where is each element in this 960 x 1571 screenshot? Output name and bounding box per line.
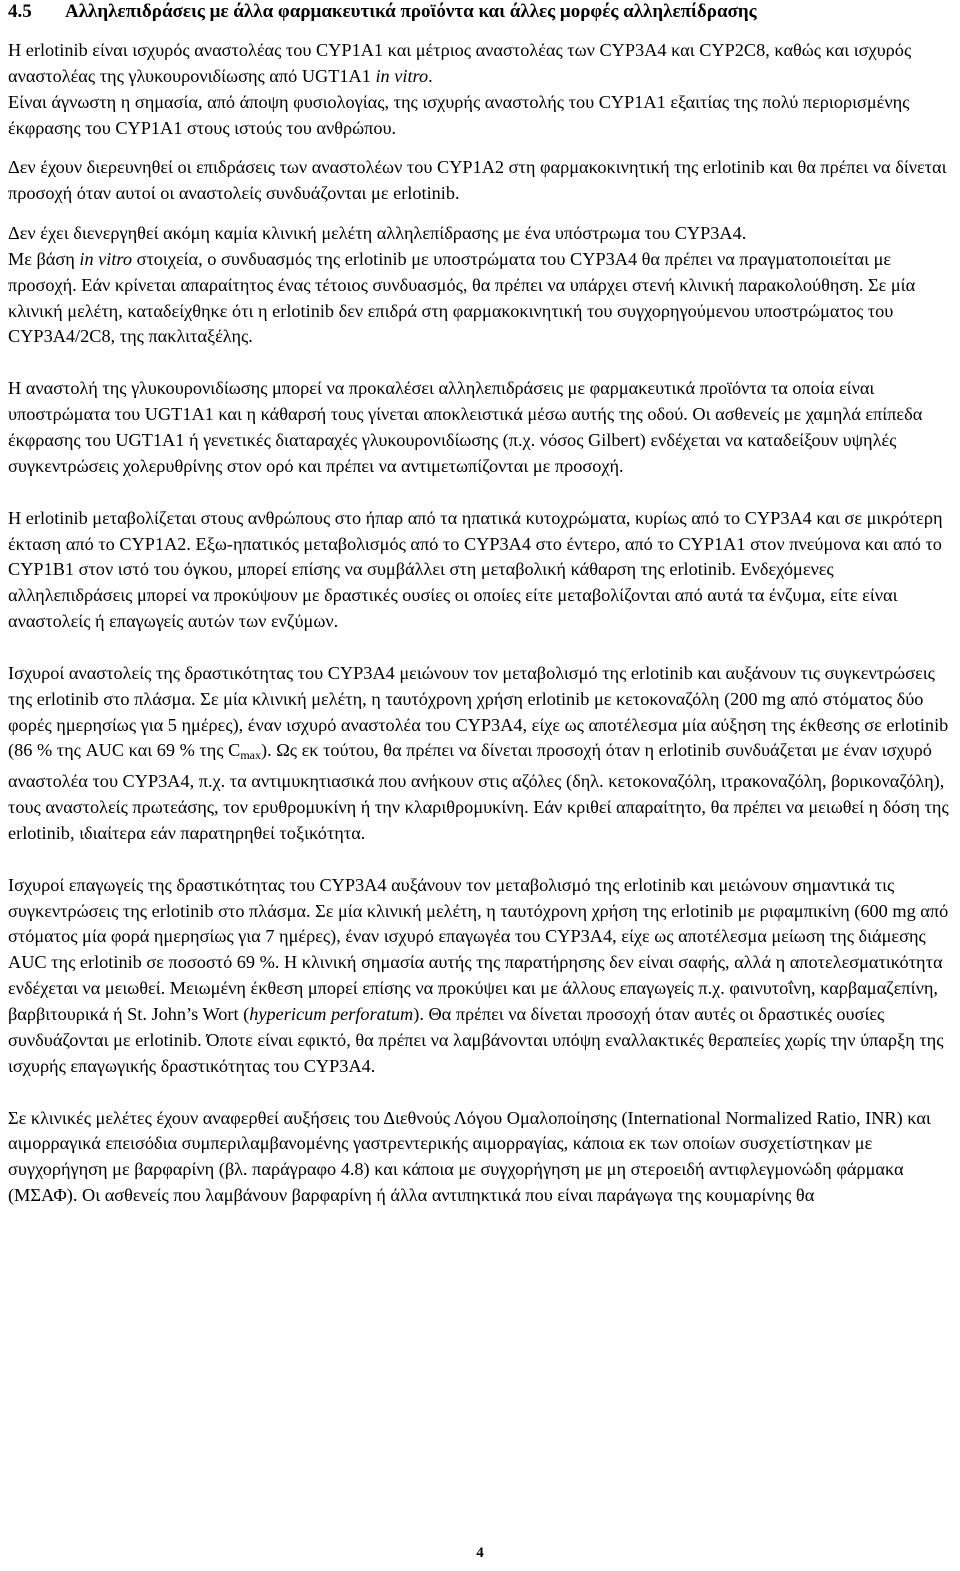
document-page bbox=[8, 0, 952, 1209]
paragraph-glucuronidation: Η αναστολή της γλυκουρονιδίωσης μπορεί να προκαλέσει αλληλεπιδράσεις με φαρμακευτικά προϊόντα τα οποία είναι υποστρώματα του UGT1A1 και η κάθαρσή τους γίνεται αποκλειστικά μέσω αυτής της οδού. Οι ασθενείς με χαμηλά επίπεδα έκφρασης του UGT1A1 ή γενετικές διαταραχές γλυκουρονιδίωσης (π.χ. νόσος Gilbert) ενδέχεται να καταδείξουν υψηλές συγκεντρώσεις χολερυθρίνης στον ορό και πρέπει να αντιμετωπίζονται με προσοχή. bbox=[8, 378, 923, 476]
section-heading bbox=[8, 0, 952, 24]
paragraph-inr-warfarin: Σε κλινικές μελέτες έχουν αναφερθεί αυξήσεις του Διεθνούς Λόγου Ομαλοποίησης (International Normalized Ratio, INR) και αιμορραγικά επεισόδια συμπεριλαμβανομένης γαστρεντερικής αιμορραγίας, κάποια εκ των οποίων συσχετίστηκαν με συγχορήγηση με βαρφαρίνη (βλ. παράγραφο 4.8) και κάποια με συγχορήγηση με μη στεροειδή αντιφλεγμονώδη φάρμακα (ΜΣΑΦ). Οι ασθενείς που λαμβάνουν βαρφαρίνη ή άλλα αντιπηκτικά που είναι παράγωγα της κουμαρίνης θα bbox=[8, 1107, 931, 1206]
cmax-subscript: max bbox=[240, 748, 261, 763]
paragraph-cyp3a4-inhibitors: Ισχυροί αναστολείς της δραστικότητας του CYP3A4 μειώνουν τον μεταβολισμό της erlotinib και αυξάνουν τις συγκεντρώσεις της erlotinib στο πλάσμα. Σε μία κλινική μελέτη, η ταυτόχρονη χρήση erlotinib με κετοκοναζόλη (200 mg από στόματος δύο φορές ημερησίως για 5 ημέρες), έναν ισχυρό αναστολέα του CYP3A4, είχε ως αποτέλεσμα μία αύξηση της έκθεσης σε erlotinib (86 % της AUC και 69 % της $C_{max}$). Ως εκ τούτου, θα πρέπει να δίνεται προσοχή όταν η erlotinib συνδυάζεται με έναν ισχυρό αναστολέα του CYP3A4, π.χ. τα αντιμυκητιασικά που ανήκουν στις αζόλες (δηλ. κετοκοναζόλη, ιτρακοναζόλη, βορικοναζόλη), τους αναστολείς πρωτεάσης, τον ερυθρομυκίνη ή την κλαριθρομυκίνη. Εάν κριθεί απαραίτητο, θα πρέπει να μειωθεί η δόση της erlotinib, ιδιαίτερα εάν παρατηρηθεί τοξικότητα. bbox=[8, 662, 949, 843]
paragraph-cyp1a2: Δεν έχουν διερευνηθεί οι επιδράσεις των αναστολέων του CYP1A2 στη φαρμακοκινητική της erlotinib και θα πρέπει να δίνεται προσοχή όταν αυτοί οι αναστολείς συνδυάζονται με erlotinib. bbox=[8, 157, 947, 204]
paragraph-cyp3a4-substrate: Δεν έχει διενεργηθεί ακόμη καμία κλινική μελέτη αλληλεπίδρασης με ένα υπόστρωμα του CYP3A4. Με βάση in vitro στοιχεία, ο συνδυασμός της erlotinib με υποστρώματα του CYP3A4 θα πρέπει να πραγματοποιείται με προσοχή. Εάν κρίνεται απαραίτητος ένας τέτοιος συνδυασμός, θα πρέπει να υπάρχει στενή κλινική παρακολούθηση. Σε μία κλινική μελέτη, καταδείχθηκε ότι η erlotinib δεν επιδρά στη φαρμακοκινητική του συγχορηγούμενου υποστρώματος του CYP3A4/2C8, της πακλιταξέλης. bbox=[8, 223, 916, 347]
paragraph-cyp1a1: Η erlotinib είναι ισχυρός αναστολέας του CYP1A1 και μέτριος αναστολέας των CYP3A4 και CYP2C8, καθώς και ισχυρός αναστολέας της γλυκουρονιδίωσης από UGT1A1 in vitro. Είναι άγνωστη η σημασία, από άποψη φυσιολογίας, της ισχυρής αναστολής του CYP1A1 εξαιτίας της πολύ περιορισμένης έκφρασης του CYP1A1 στους ιστούς του ανθρώπου. bbox=[8, 38, 952, 141]
section-number: 4.5 bbox=[8, 1, 32, 22]
paragraph-metabolism: Η erlotinib μεταβολίζεται στους ανθρώπους στο ήπαρ από τα ηπατικά κυτοχρώματα, κυρίως από το CYP3A4 και σε μικρότερη έκταση από το CYP1A2. Εξω-ηπατικός μεταβολισμός από το CYP3A4 στο έντερο, από το CYP1A1 στον πνεύμονα και από το CYP1B1 στον ιστό του όγκου, μπορεί επίσης να συμβάλλει στη μεταβολική κάθαρση της erlotinib. Ενδεχόμενες αλληλεπιδράσεις μπορεί να προκύψουν με δραστικές ουσίες οι οποίες είτε μεταβολίζονται από αυτά τα ένζυμα, είτε είναι αναστολείς ή επαγωγείς αυτών των ενζύμων. bbox=[8, 507, 943, 632]
section-title: Αλληλεπιδράσεις με άλλα φαρμακευτικά προϊόντα και άλλες μορφές αλληλεπίδρασης bbox=[65, 1, 757, 22]
page-number: 4 bbox=[476, 1545, 484, 1561]
paragraph-cyp1a1-significance: Είναι άγνωστη η σημασία, από άποψη φυσιολογίας, της ισχυρής αναστολής του CYP1A1 εξαιτίας της πολύ περιορισμένης έκφρασης του CYP1A1 στους ιστούς του ανθρώπου. bbox=[8, 91, 910, 138]
paragraph-cyp3a4-inducers: Ισχυροί επαγωγείς της δραστικότητας του CYP3A4 αυξάνουν τον μεταβολισμό της erlotinib και μειώνουν σημαντικά τις συγκεντρώσεις της erlotinib στο πλάσμα. Σε μία κλινική μελέτη, η ταυτόχρονη χρήση της erlotinib με ριφαμπικίνη (600 mg από στόματος μία φορά ημερησίως για 7 ημέρες), έναν ισχυρό επαγωγέα του CYP3A4, είχε ως αποτέλεσμα μείωση της διάμεσης AUC της erlotinib σε ποσοστό 69 %. Η κλινική σημασία αυτής της παρατήρησης δεν είναι σαφής, αλλά η αποτελεσματικότητα ενδέχεται να μειωθεί. Μειωμένη έκθεση μπορεί επίσης να προκύψει και με άλλους επαγωγείς π.χ. φαινυτοΐνη, καρβαμαζεπίνη, βαρβιτουρικά ή St. John’s Wort (hypericum perforatum). Θα πρέπει να δίνεται προσοχή όταν αυτές οι δραστικές ουσίες συνδυάζονται με erlotinib. Όποτε είναι εφικτό, θα πρέπει να λαμβάνονται υπόψη εναλλακτικές θεραπείες χωρίς την ύπαρξη της ισχυρής επαγωγικής δραστικότητας του CYP3A4. bbox=[8, 874, 949, 1076]
